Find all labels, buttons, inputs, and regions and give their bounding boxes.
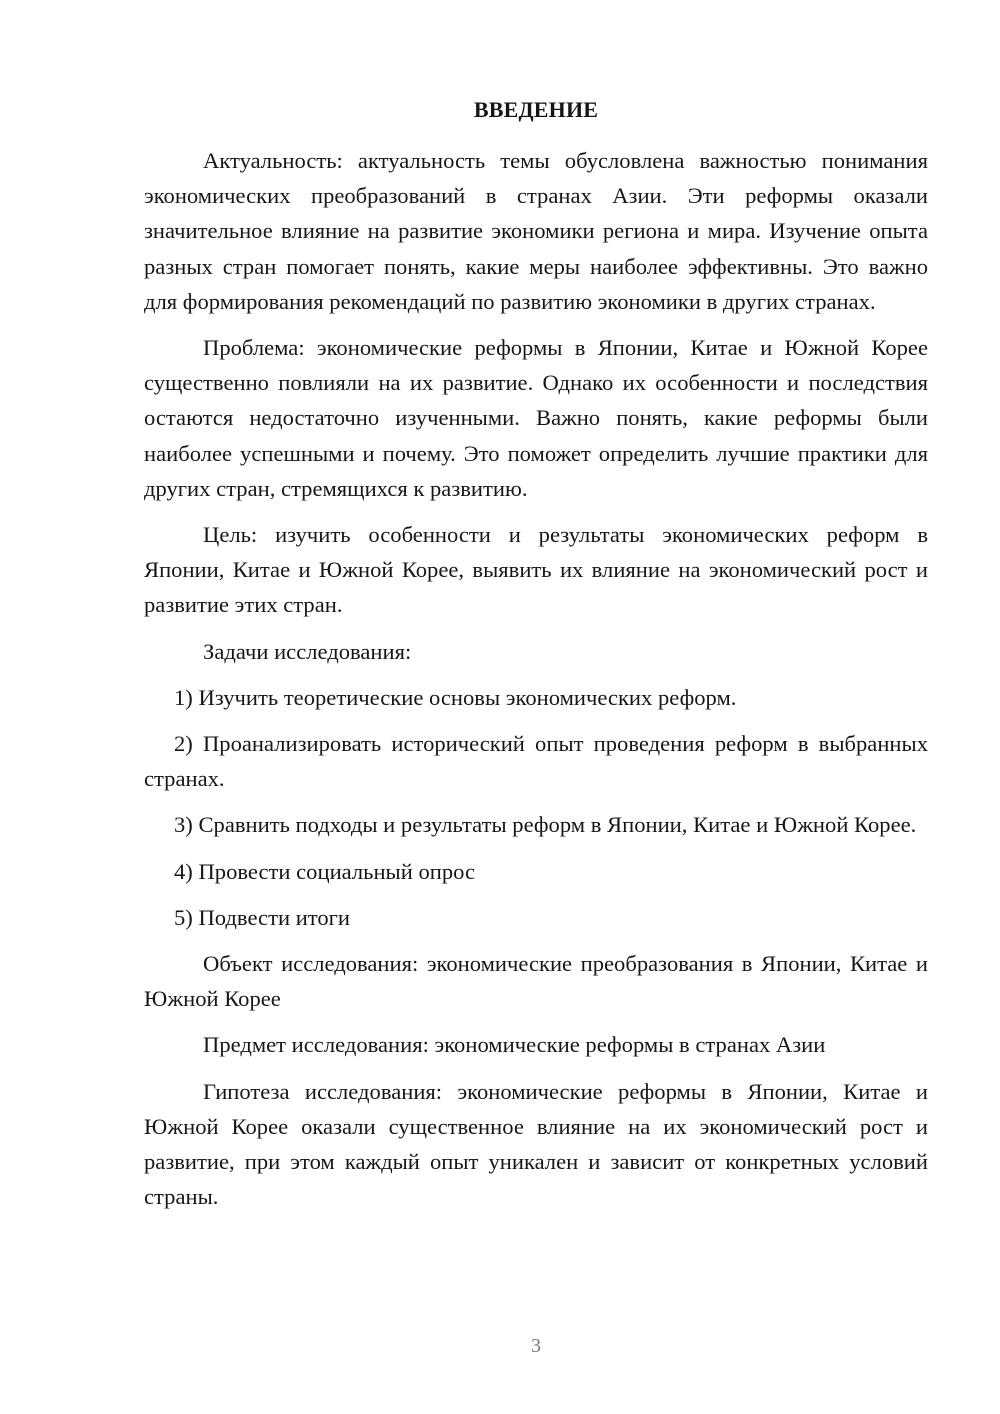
paragraph-object: Объект исследования: экономические преобразования в Японии, Китае и Южной Корее bbox=[144, 951, 928, 1012]
paragraph-tasks-heading: Задачи исследования: bbox=[203, 638, 412, 664]
list-item-task-2: 2) Проанализировать исторический опыт проведения реформ в выбранных странах. bbox=[144, 731, 928, 792]
list-item-task-5: 5) Подвести итоги bbox=[174, 904, 351, 930]
page-number: 3 bbox=[531, 1335, 541, 1357]
paragraph-subject: Предмет исследования: экономические реформы в странах Азии bbox=[203, 1032, 826, 1058]
paragraph-hypothesis: Гипотеза исследования: экономические реформы в Японии, Китае и Южной Корее оказали существенное влияние на их экономический рост и развитие, при этом каждый опыт уникален и зависит от конкретных условий страны. bbox=[144, 1078, 928, 1210]
paragraph-relevance: Актуальность: актуальность темы обусловлена важностью понимания экономических преобразований в странах Азии. Эти реформы оказали значительное влияние на развитие экономики региона и мира. Изучение опыта разных стран помогает понять, какие меры наиболее эффективны. Это важно для формирования рекомендаций по развитию экономики в других странах. bbox=[144, 148, 928, 314]
paragraph-goal: Цель: изучить особенности и результаты экономических реформ в Японии, Китае и Южной Корее, выявить их влияние на экономический рост и развитие этих стран. bbox=[144, 522, 928, 618]
list-item-task-1: 1) Изучить теоретические основы экономических реформ. bbox=[174, 684, 737, 710]
list-item-task-3: 3) Сравнить подходы и результаты реформ в Японии, Китае и Южной Корее. bbox=[174, 812, 917, 838]
list-item-task-4: 4) Провести социальный опрос bbox=[174, 858, 476, 884]
document-title: ВВЕДЕНИЕ bbox=[473, 97, 599, 122]
paragraph-problem: Проблема: экономические реформы в Японии, Китае и Южной Корее существенно повлияли на их развитие. Однако их особенности и последствия остаются недостаточно изученными. Важно понять, какие реформы были наиболее успешными и почему. Это поможет определить лучшие практики для других стран, стремящихся к развитию. bbox=[144, 335, 928, 501]
document-body bbox=[144, 143, 928, 1214]
